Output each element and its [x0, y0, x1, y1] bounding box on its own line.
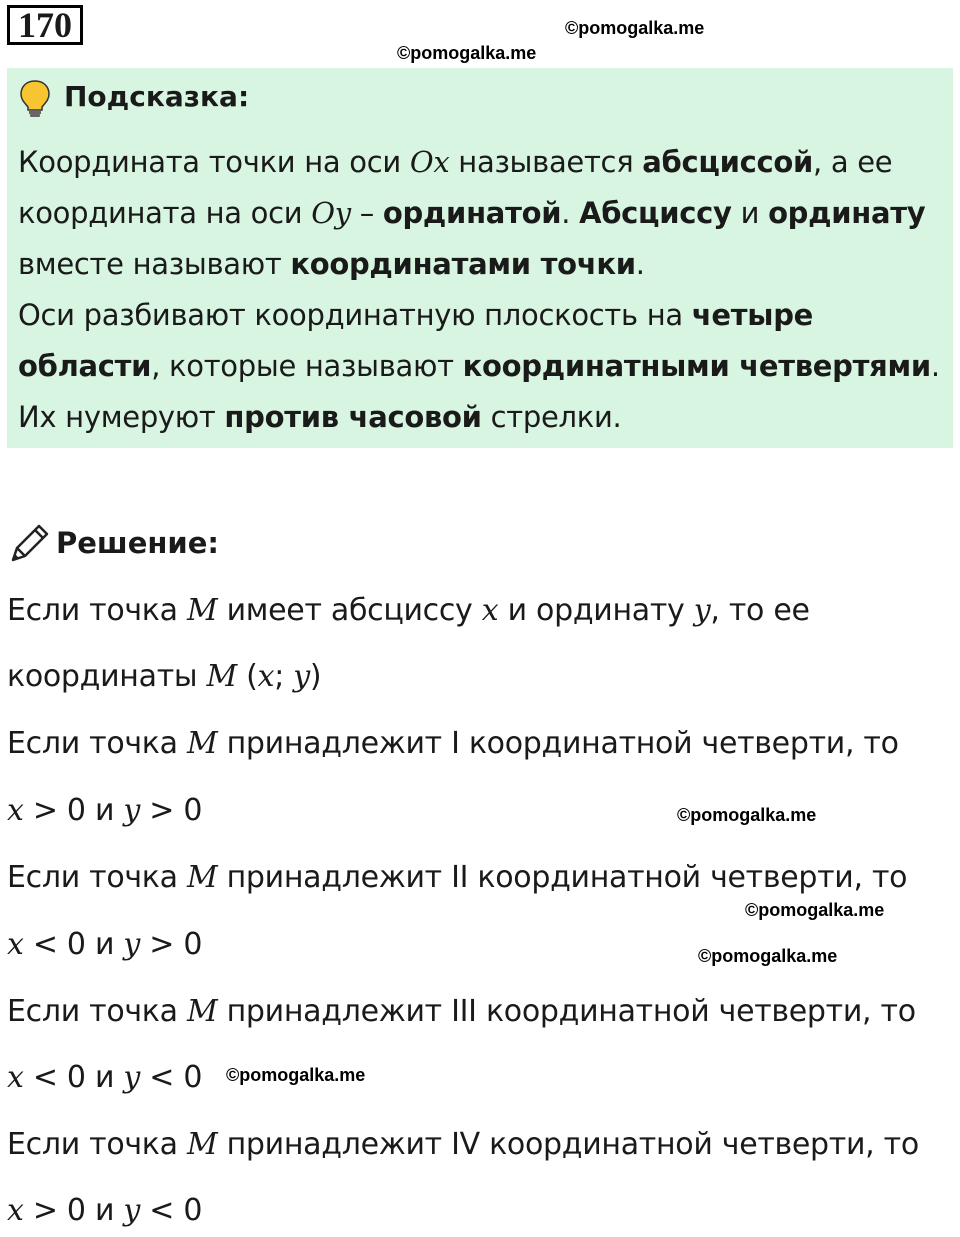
hint-line-4: Оси разбивают координатную плоскость на четыре	[18, 298, 814, 332]
hint-line-1: Координата точки на оси Ox называется абсциссой, а ее	[18, 145, 893, 179]
quadrant-4-condition: x > 0 и y < 0	[7, 1193, 203, 1228]
quadrant-3-condition: x < 0 и y < 0	[7, 1060, 203, 1095]
quadrant-3-statement: Если точка M принадлежит III координатной четверти, то	[7, 994, 916, 1029]
watermark: ©pomogalka.me	[745, 900, 885, 920]
quadrant-2-statement: Если точка M принадлежит II координатной четверти, то	[7, 860, 908, 895]
hint-line-3: вместе называют координатами точки.	[18, 247, 645, 281]
hint-line-6: Их нумеруют против часовой стрелки.	[18, 400, 622, 434]
solution-line-2: координаты M (x; y)	[7, 659, 322, 694]
quadrant-4-statement: Если точка M принадлежит IV координатной четверти, то	[7, 1127, 919, 1162]
watermark: ©pomogalka.me	[226, 1065, 366, 1085]
pencil-icon	[7, 522, 51, 566]
watermark: ©pomogalka.me	[565, 18, 705, 38]
watermark: ©pomogalka.me	[397, 43, 537, 63]
hint-line-2: координата на оси Oy – ординатой. Абсциссу и ординату	[18, 196, 926, 230]
solution-line-1: Если точка M имеет абсциссу x и ординату y, то ее	[7, 593, 810, 628]
solution-title: Решение:	[56, 526, 220, 560]
task-number: 170	[7, 5, 83, 45]
lightbulb-icon	[18, 79, 52, 119]
watermark: ©pomogalka.me	[677, 805, 817, 825]
quadrant-1-condition: x > 0 и y > 0	[7, 793, 203, 828]
quadrant-2-condition: x < 0 и y > 0	[7, 927, 203, 962]
hint-title: Подсказка:	[64, 80, 250, 113]
hint-line-5: области, которые называют координатными четвертями.	[18, 349, 940, 383]
watermark: ©pomogalka.me	[698, 946, 838, 966]
quadrant-1-statement: Если точка M принадлежит I координатной четверти, то	[7, 726, 899, 761]
